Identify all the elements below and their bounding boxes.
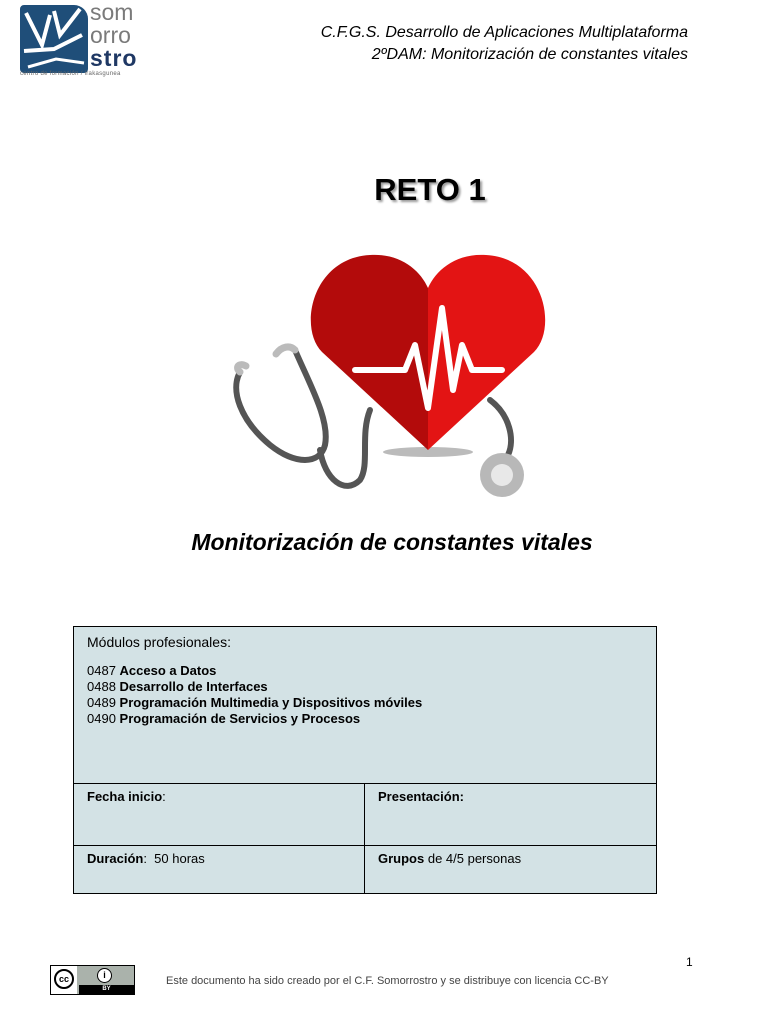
heart-stethoscope-icon [210, 250, 550, 505]
document-header [321, 22, 688, 66]
module-code: 0487 [87, 663, 116, 678]
by-label: BY [79, 985, 134, 994]
logo-word-2: orro [90, 22, 131, 48]
logo-word-1: som [90, 0, 134, 25]
header-course: C.F.G.S. Desarrollo de Aplicaciones Multiplataforma [320, 24, 688, 41]
logo-word-3: stro [90, 45, 138, 71]
page-title: RETO 1 [374, 172, 486, 207]
module-line [87, 679, 643, 695]
info-table [73, 626, 657, 894]
module-code: 0489 [87, 695, 116, 710]
module-code: 0488 [87, 679, 116, 694]
module-line [87, 663, 643, 679]
attribution-person-icon: i [97, 968, 112, 983]
license-footer: Este documento ha sido creado por el C.F. Somorrostro y se distribuye con licencia CC-BY [166, 975, 609, 987]
start-date-cell [74, 784, 365, 846]
logo-wordmark [90, 1, 137, 70]
duration-cell [74, 846, 365, 894]
module-name: Programación Multimedia y Dispositivos móviles [119, 695, 423, 710]
document-subtitle: Monitorización de constantes vitales [191, 529, 593, 555]
module-code: 0490 [87, 711, 116, 726]
module-name: Acceso a Datos [119, 663, 217, 678]
presentation-cell [365, 784, 657, 846]
presentation-label: Presentación: [378, 789, 464, 804]
duration-label: Duración [87, 851, 144, 866]
module-line [87, 695, 643, 711]
start-date-sep: : [162, 789, 166, 804]
module-line [87, 711, 643, 727]
logo-tagline: centro de formación / irakasgunea [20, 71, 121, 77]
logo [20, 0, 150, 80]
duration-value: : 50 horas [143, 851, 205, 866]
header-project: 2ºDAM: Monitorización de constantes vitales [371, 46, 688, 63]
start-date-label: Fecha inicio [87, 789, 163, 804]
module-name: Programación de Servicios y Procesos [119, 711, 361, 726]
module-name: Desarrollo de Interfaces [119, 679, 268, 694]
modules-cell [74, 627, 657, 784]
groups-value: de 4/5 personas [424, 851, 522, 866]
modules-heading: Módulos profesionales: [87, 634, 231, 650]
creative-commons-icon: cc [54, 969, 74, 989]
page-number: 1 [686, 955, 693, 969]
groups-label: Grupos [378, 851, 425, 866]
groups-cell [365, 846, 657, 894]
logo-mark-icon [20, 5, 88, 73]
cc-by-license-badge [50, 965, 135, 995]
